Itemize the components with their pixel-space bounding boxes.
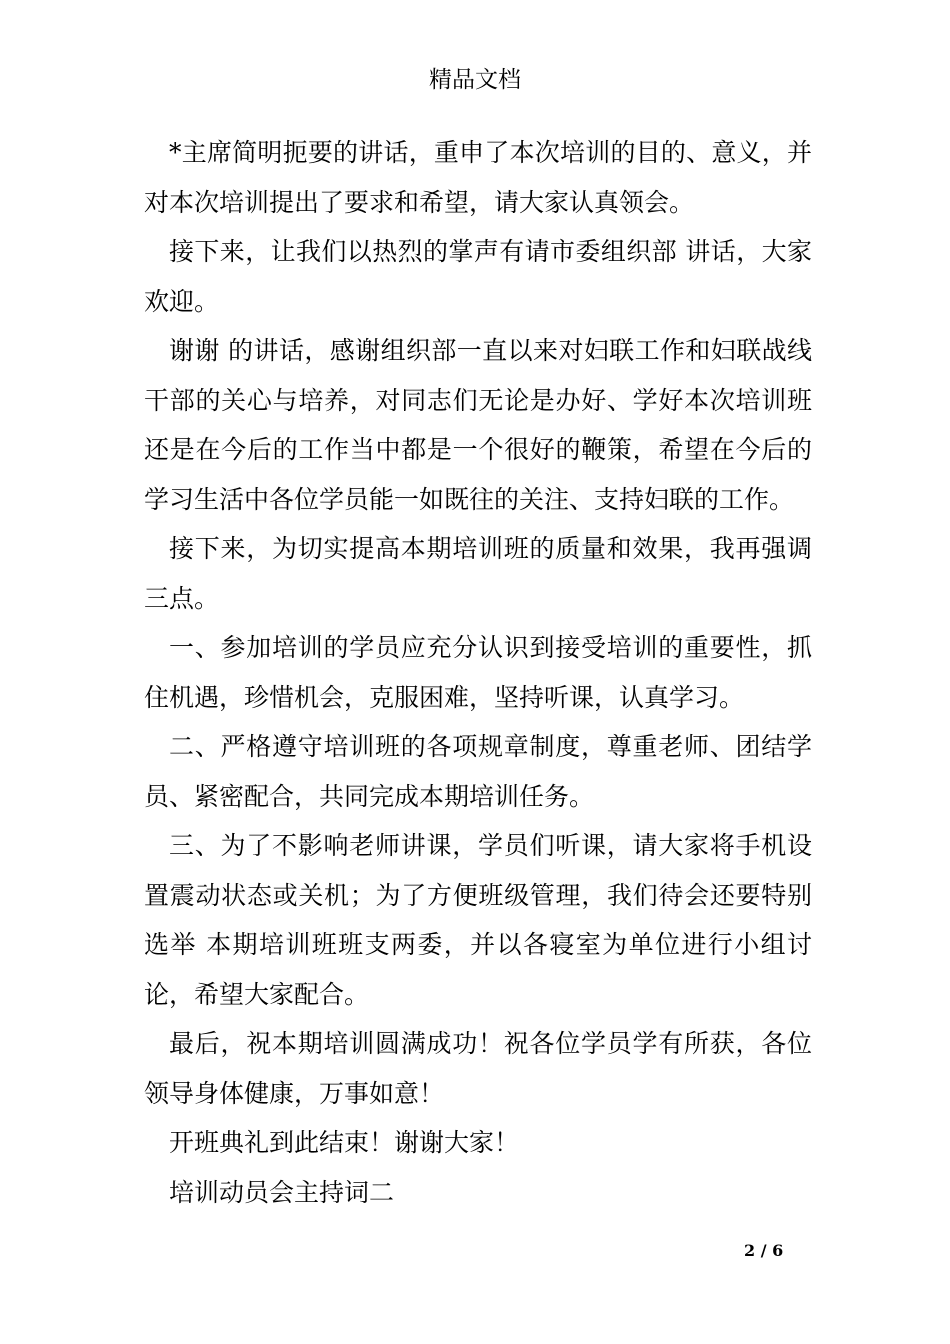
page-number: 2 / 6 [744, 1241, 784, 1260]
paragraph-chairman-speech-summary: *主席简明扼要的讲话，重申了本次培训的目的、意义，并对本次培训提出了要求和希望，请大家认真领会。 [144, 138, 812, 217]
paragraph-point-two: 二、严格遵守培训班的各项规章制度，尊重老师、团结学员、紧密配合，共同完成本期培训任务。 [144, 732, 812, 811]
page-header-title: 精品文档 [429, 67, 521, 93]
paragraph-point-three: 三、为了不影响老师讲课，学员们听课，请大家将手机设置震动状态或关机；为了方便班级管理，我们待会还要特别选举 本期培训班班支两委，并以各寝室为单位进行小组讨论，希望大家配合。 [144, 831, 812, 1009]
document-body [144, 128, 812, 1217]
paragraph-invite-organization-dept: 接下来，让我们以热烈的掌声有请市委组织部 讲话，大家欢迎。 [144, 237, 812, 316]
paragraph-next-section-title: 培训动员会主持词二 [169, 1177, 395, 1207]
paragraph-point-one: 一、参加培训的学员应充分认识到接受培训的重要性，抓住机遇，珍惜机会，克服困难，坚持听课，认真学习。 [144, 633, 812, 712]
paragraph-three-points-intro: 接下来，为切实提高本期培训班的质量和效果，我再强调三点。 [144, 534, 812, 613]
paragraph-ceremony-end: 开班典礼到此结束！谢谢大家！ [169, 1128, 520, 1157]
paragraph-thanks-organization-dept: 谢谢 的讲话，感谢组织部一直以来对妇联工作和妇联战线干部的关心与培养，对同志们无论是办好、学好本次培训班还是在今后的工作当中都是一个很好的鞭策，希望在今后的学习生活中各位学员能一如既往的关注、支持妇联的工作。 [144, 336, 812, 514]
paragraph-closing-wishes: 最后，祝本期培训圆满成功！祝各位学员学有所获，各位领导身体健康，万事如意！ [144, 1029, 812, 1108]
